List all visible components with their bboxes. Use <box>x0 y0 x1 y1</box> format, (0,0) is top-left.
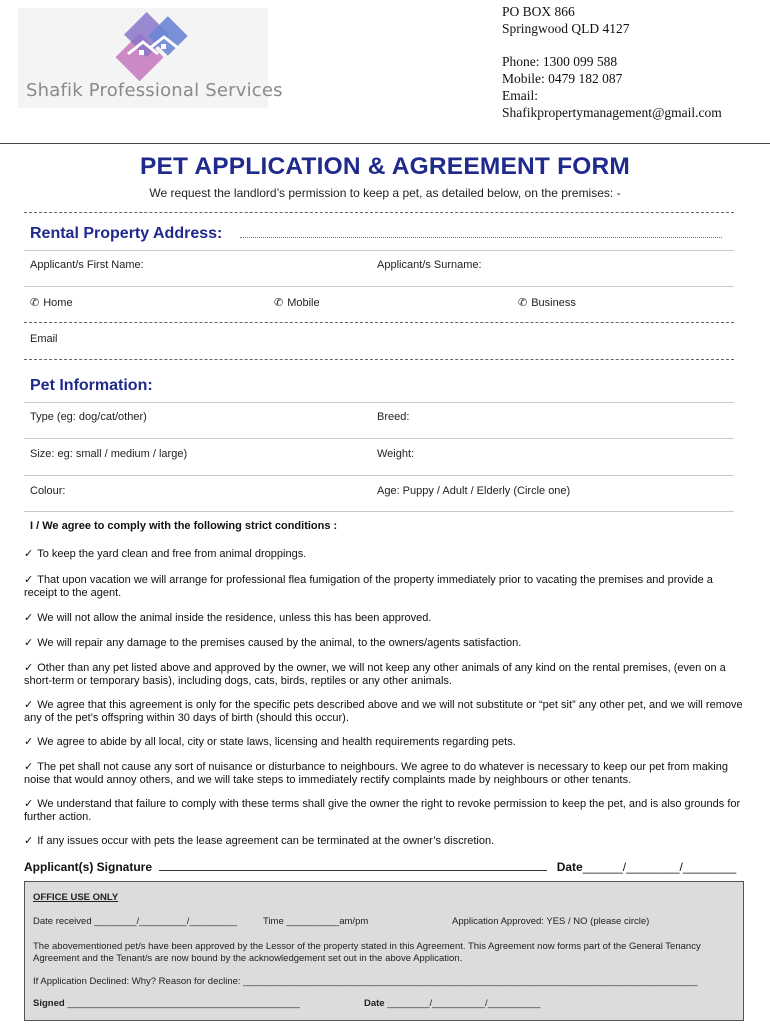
time-field[interactable]: Time __________am/pm <box>263 916 369 927</box>
condition-item: ✓ That upon vacation we will arrange for professional flea fumigation of the property immediately prior to vacating the premises and provide a receipt to the agent. <box>24 574 713 599</box>
check-icon: ✓ <box>24 835 34 847</box>
signature-label: Applicant(s) Signature <box>24 860 153 874</box>
check-icon: ✓ <box>24 798 34 810</box>
pet-info-heading: Pet Information: <box>30 377 153 394</box>
pet-size-field[interactable]: Size: eg: small / medium / large) <box>30 448 188 460</box>
form-title: PET APPLICATION & AGREEMENT FORM <box>139 153 631 180</box>
check-icon: ✓ <box>24 637 34 649</box>
check-icon: ✓ <box>24 548 34 560</box>
date-received-field[interactable]: Date received ________/_________/_________ <box>33 916 237 927</box>
phone-icon: ✆ <box>30 297 40 309</box>
mobile-label: Mobile <box>287 297 320 309</box>
application-approved-field[interactable]: Application Approved: YES / NO (please circle) <box>452 916 650 927</box>
check-icon: ✓ <box>24 699 34 711</box>
address-line-1: PO BOX 866 <box>502 4 575 19</box>
form-subtitle: We request the landlord’s permission to keep a pet, as detailed below, on the premises: - <box>149 186 621 200</box>
condition-item: ✓ We will repair any damage to the premises caused by the animal, to the owners/agents satisfaction. <box>24 637 522 649</box>
logo <box>18 8 283 108</box>
business-label: Business <box>531 297 576 309</box>
mobile-phone-field[interactable] <box>274 296 320 309</box>
condition-item: ✓ We will not allow the animal inside the residence, unless this has been approved. <box>24 612 432 624</box>
check-icon: ✓ <box>24 736 34 748</box>
condition-item: ✓ The pet shall not cause any sort of nuisance or disturbance to neighbours. We agree to do whatever is necessary to keep our pet from making noise that would annoy others, and we will take steps to immediately rectify complaints made by neighbours or other tenants. <box>24 761 728 786</box>
condition-item: ✓ If any issues occur with pets the lease agreement can be terminated at the owner’s discretion. <box>24 835 495 847</box>
check-icon: ✓ <box>24 662 34 674</box>
signature-input[interactable] <box>159 860 547 871</box>
office-signed-field[interactable] <box>33 998 300 1009</box>
logo-text: Shafik Professional Services <box>26 80 283 101</box>
pet-breed-field[interactable]: Breed: <box>377 411 410 423</box>
divider <box>24 322 734 323</box>
email-address[interactable]: Shafikpropertymanagement@gmail.com <box>502 105 722 120</box>
home-phone-field[interactable] <box>30 296 73 309</box>
signed-line: ____________________________________________ <box>67 998 300 1009</box>
header-divider <box>0 143 770 144</box>
home-label: Home <box>43 297 73 309</box>
contact-block <box>502 3 764 121</box>
business-phone-field[interactable] <box>518 296 576 309</box>
phone-number: Phone: 1300 099 588 <box>502 54 618 69</box>
phone-icon: ✆ <box>518 297 528 309</box>
pet-colour-field[interactable]: Colour: <box>30 485 66 497</box>
divider <box>24 359 734 360</box>
check-icon: ✓ <box>24 761 34 773</box>
divider <box>24 511 734 512</box>
condition-item: ✓ We understand that failure to comply with these terms shall give the owner the right to revoke permission to keep the pet, and is also grounds for further action. <box>24 798 741 823</box>
phone-icon: ✆ <box>274 297 284 309</box>
signed-label: Signed <box>33 998 65 1009</box>
office-use-title: OFFICE USE ONLY <box>33 892 119 903</box>
condition-item: ✓ To keep the yard clean and free from animal droppings. <box>24 548 307 560</box>
office-date-field[interactable] <box>364 998 540 1009</box>
divider <box>24 438 734 439</box>
email-field[interactable]: Email <box>30 333 58 345</box>
condition-item: ✓ We agree to abide by all local, city or state laws, licensing and health requirements regarding pets. <box>24 736 516 748</box>
check-icon: ✓ <box>24 574 34 586</box>
rental-address-input[interactable] <box>240 237 722 238</box>
decline-reason-field[interactable]: If Application Declined: Why? Reason for decline: ______________________________________________________________________________________ <box>33 976 698 987</box>
pet-weight-field[interactable]: Weight: <box>377 448 415 460</box>
signature-row <box>24 860 746 874</box>
pet-type-field[interactable]: Type (eg: dog/cat/other) <box>30 411 147 423</box>
divider <box>24 286 734 287</box>
address-line-2: Springwood QLD 4127 <box>502 21 630 36</box>
check-icon: ✓ <box>24 612 34 624</box>
office-date-label: Date <box>364 998 385 1009</box>
date-input[interactable]: ______/________/________ <box>582 860 737 874</box>
condition-item: ✓ Other than any pet listed above and approved by the owner, we will not keep any other animals of any kind on the rental premises, (even on a short-term or temporary basis), including dogs, cats, birds, reptiles or any other animals. <box>24 662 726 687</box>
divider <box>24 475 734 476</box>
house-logo-icon <box>98 10 208 86</box>
conditions-heading: I / We agree to comply with the following strict conditions : <box>30 520 338 532</box>
condition-item: ✓ We agree that this agreement is only for the specific pets described above and we will not substitute or “pet sit” any other pet, and we will remove any of the pet’s offspring within 30 days of birth (should this occur). <box>24 699 743 724</box>
divider <box>24 402 734 403</box>
email-label: Email: <box>502 88 538 103</box>
surname-field[interactable]: Applicant/s Surname: <box>377 259 482 271</box>
pet-age-field[interactable]: Age: Puppy / Adult / Elderly (Circle one) <box>377 485 571 497</box>
date-label: Date <box>556 860 583 874</box>
mobile-number: Mobile: 0479 182 087 <box>502 71 623 86</box>
rental-address-heading: Rental Property Address: <box>30 225 223 242</box>
office-date-line: ________/__________/__________ <box>387 998 541 1009</box>
office-use-box <box>24 881 744 1021</box>
divider <box>24 250 734 251</box>
divider <box>24 212 734 213</box>
first-name-field[interactable]: Applicant/s First Name: <box>30 259 144 271</box>
approval-text: The abovementioned pet/s have been approved by the Lessor of the property stated in this Agreement. This Agreement now forms part of the General Tenancy Agreement and the Tenant/s are now bound by the acknowledgement set out in the above Application. <box>33 941 701 964</box>
